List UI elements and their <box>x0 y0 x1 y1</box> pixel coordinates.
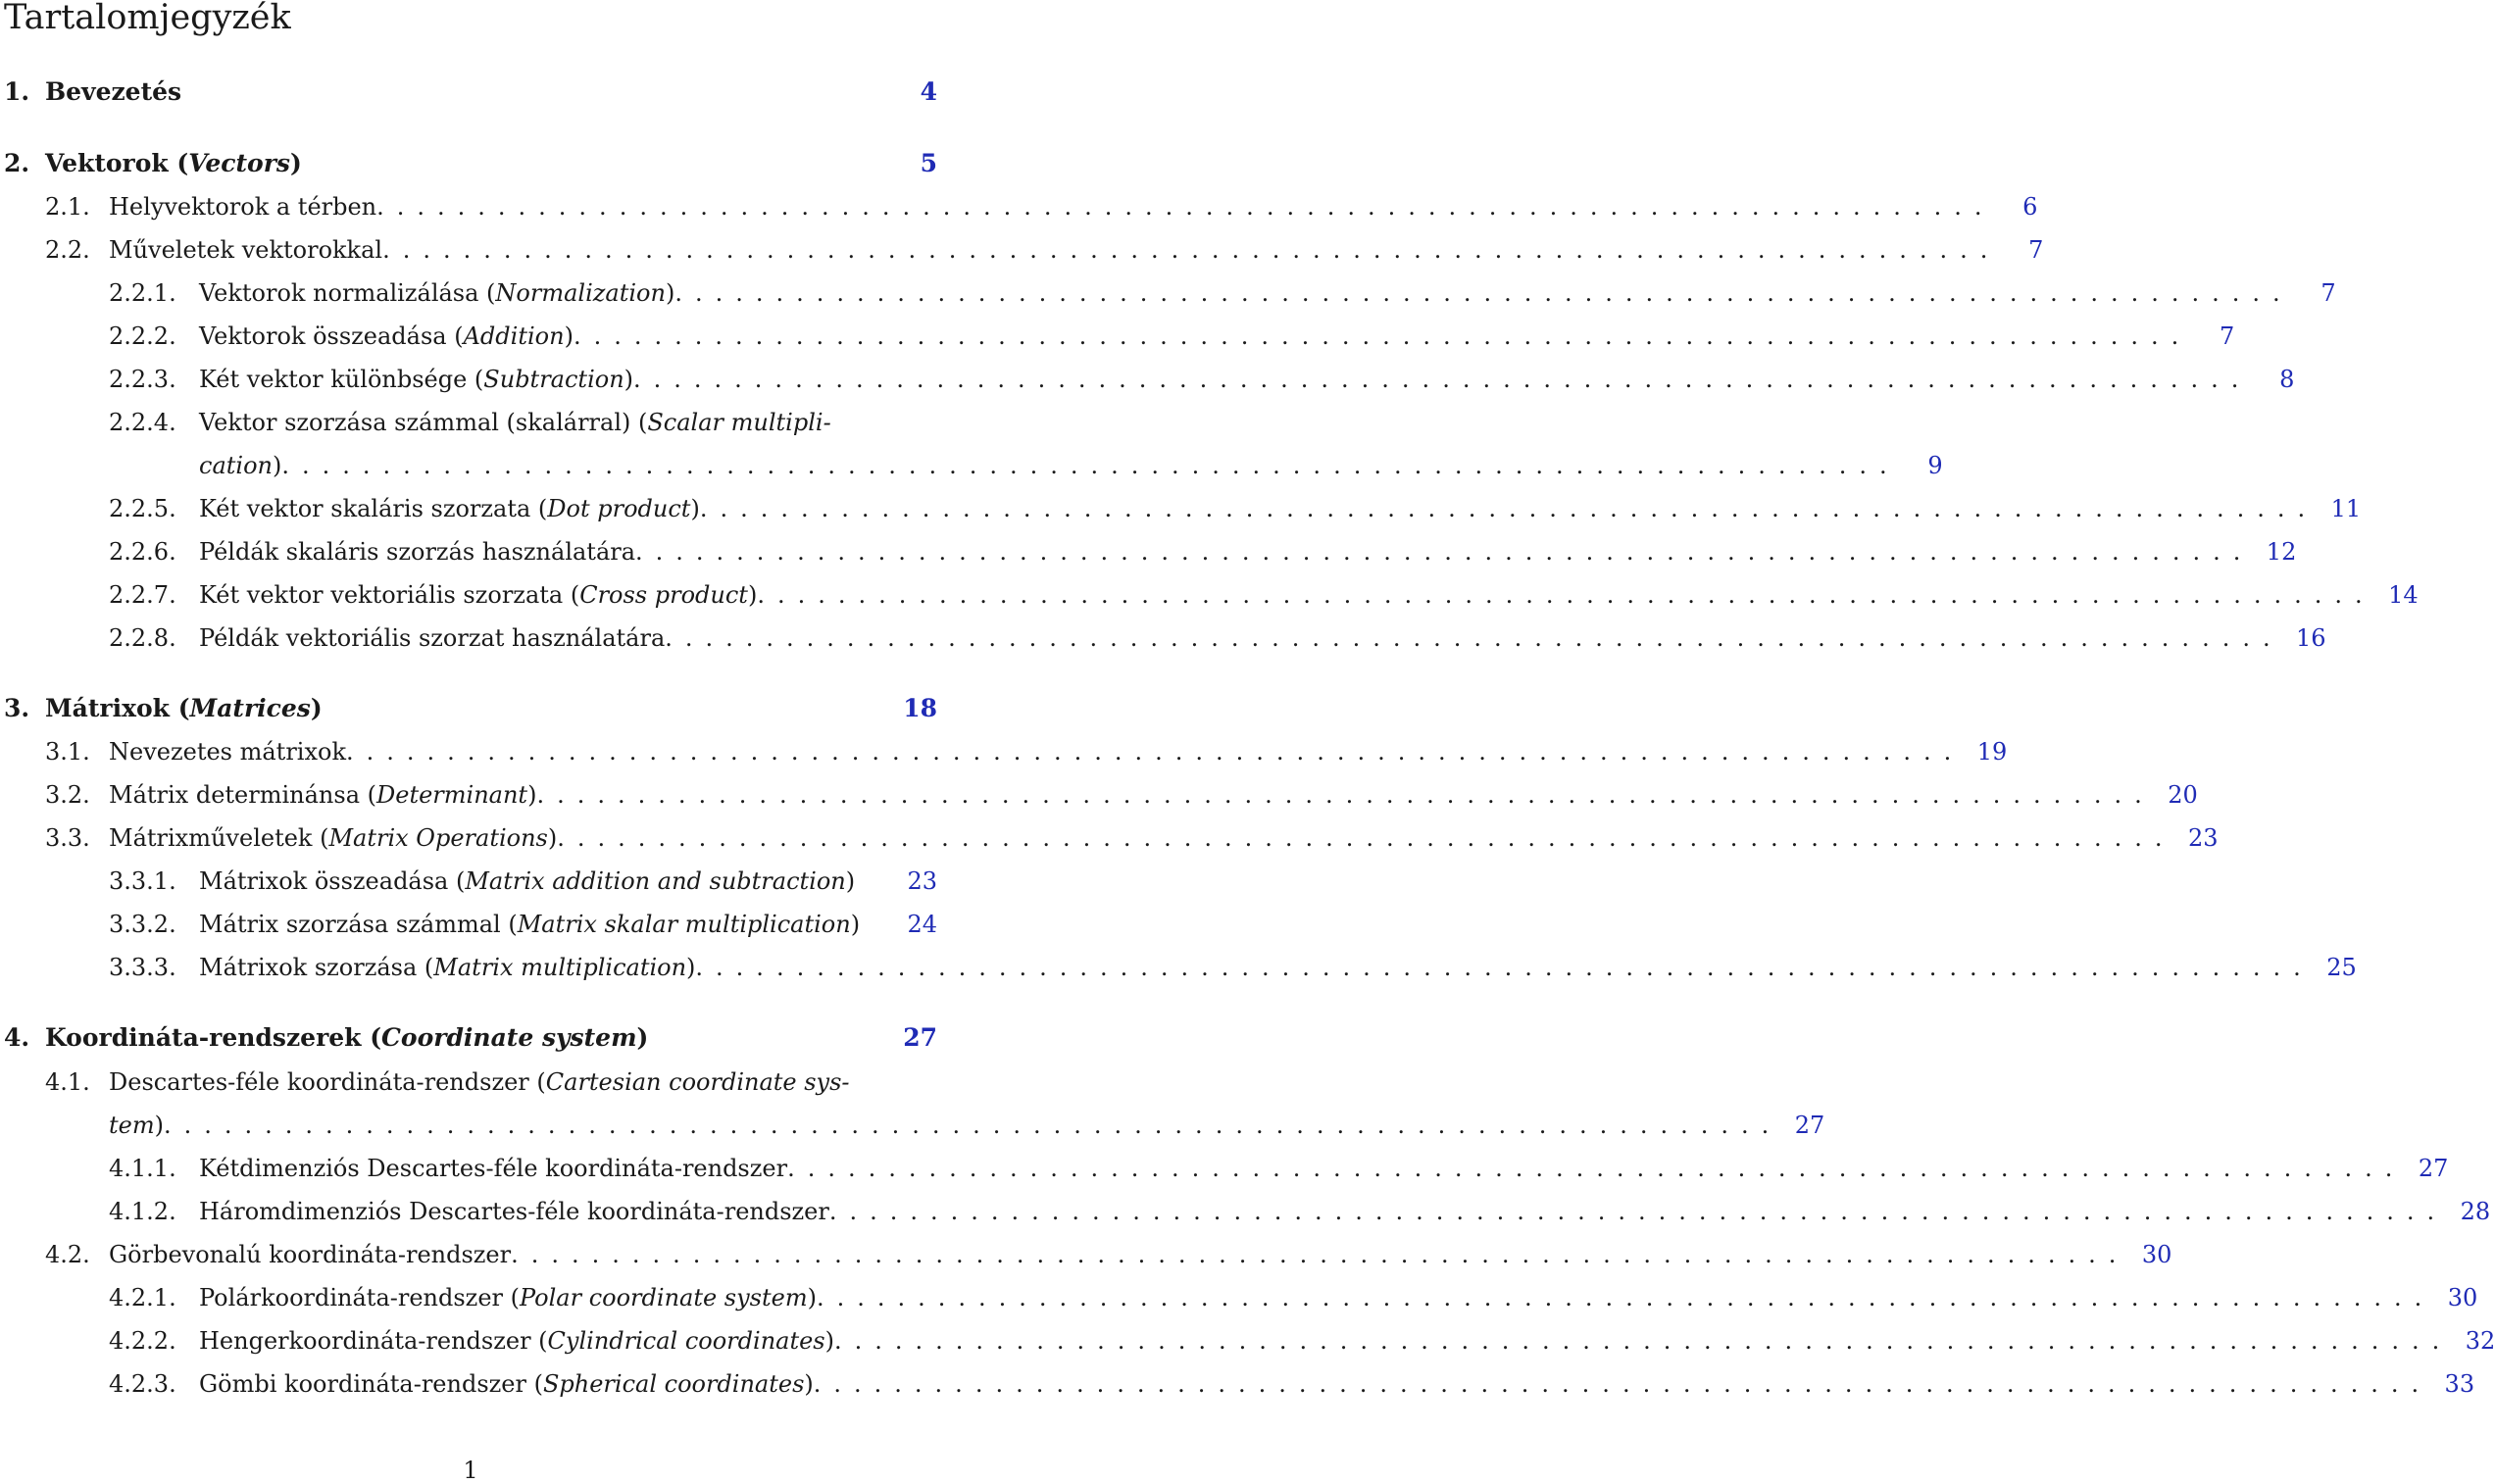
toc-subsection-entry[interactable] <box>0 321 2235 352</box>
toc-section-entry[interactable] <box>0 822 2219 854</box>
toc-subsection-entry[interactable] <box>0 866 937 897</box>
toc-entry-title <box>109 736 346 767</box>
toc-entry-number: 2.2.4. <box>109 409 176 436</box>
toc-entry-number: 2.2.7. <box>109 581 176 609</box>
toc-entry-title-suffix: ) <box>527 781 537 809</box>
toc-entry-number: 3.3.1. <box>109 867 176 895</box>
toc-page-link[interactable]: 14 <box>2388 581 2419 609</box>
toc-leader-dots: ................................................................................ <box>665 624 2283 652</box>
toc-leader-dots: ................................................................................ <box>163 1112 1782 1139</box>
toc-entry-number: 3.3. <box>45 824 90 852</box>
toc-entry-title-text: Mátrixok összeadása ( <box>199 867 466 895</box>
toc-entry-title <box>199 536 635 568</box>
toc-entry-title-text: Mátrixok ( <box>45 694 190 722</box>
toc-entry-title-suffix: ) <box>310 694 323 722</box>
toc-entry-title <box>45 1022 648 1054</box>
toc-page-link[interactable]: 9 <box>1927 452 1943 479</box>
toc-leader-dots: ................................................................................ <box>699 495 2319 522</box>
toc-entry-title <box>199 622 665 654</box>
toc-entry-number: 4.2.1. <box>109 1284 176 1311</box>
toc-page-link[interactable]: 20 <box>2168 781 2198 809</box>
toc-chapter-entry[interactable] <box>0 76 937 108</box>
toc-page-link[interactable]: 24 <box>907 911 937 938</box>
toc-entry-title-suffix: ) <box>807 1284 817 1311</box>
toc-entry-title <box>199 364 633 395</box>
toc-entry-title <box>199 952 695 983</box>
toc-leader-dots: ................................................................................ <box>557 824 2175 852</box>
toc-entry-title <box>45 693 323 724</box>
toc-entry-title-text: Descartes-féle koordináta-rendszer ( <box>109 1068 546 1096</box>
toc-subsection-entry[interactable] <box>0 1325 2495 1357</box>
toc-subsection-entry[interactable] <box>0 952 2357 983</box>
toc-entry-title-suffix: ) <box>665 279 675 307</box>
toc-subsection-entry[interactable] <box>0 450 1943 481</box>
toc-entry-title <box>199 407 831 438</box>
toc-page-link[interactable]: 16 <box>2296 624 2326 652</box>
toc-entry-number: 2.2.2. <box>109 322 176 350</box>
toc-entry-title <box>199 1325 834 1357</box>
page-number-footer: 1 <box>463 1457 478 1484</box>
toc-entry-title-italic: Cross product <box>579 581 748 609</box>
toc-page-link[interactable]: 33 <box>2444 1370 2475 1398</box>
toc-entry-title-italic: Matrices <box>189 694 311 722</box>
toc-entry-title <box>45 76 181 108</box>
toc-entry-title-text: Kétdimenziós Descartes-féle koordináta-rendszer <box>199 1155 788 1182</box>
toc-entry-number: 4.1.2. <box>109 1198 176 1225</box>
toc-subsection-entry[interactable] <box>0 1368 2475 1400</box>
toc-leader-dots: ................................................................................ <box>787 1155 2406 1182</box>
toc-entry-number: 4.2. <box>45 1241 90 1268</box>
toc-entry-title-text: Mátrix determinánsa ( <box>109 781 376 809</box>
toc-entry-title-text: Gömbi koordináta-rendszer ( <box>199 1370 543 1398</box>
toc-chapter-entry[interactable] <box>0 693 937 724</box>
toc-entry-title-suffix: ) <box>845 867 856 895</box>
toc-entry-title-text: Mátrix szorzása számmal ( <box>199 911 518 938</box>
toc-section-entry[interactable] <box>0 736 2008 767</box>
toc-page-link[interactable]: 19 <box>1976 738 2008 766</box>
toc-chapter-entry[interactable] <box>0 1022 937 1054</box>
toc-entry-title-text: Görbevonalú koordináta-rendszer <box>109 1241 512 1268</box>
toc-entry-title-italic: Subtraction <box>483 366 624 393</box>
toc-entry-number: 1. <box>4 77 30 106</box>
toc-entry-title <box>199 450 281 481</box>
toc-entry-title-text: Vektor szorzása számmal (skalárral) ( <box>199 409 648 436</box>
toc-subsection-entry[interactable] <box>0 364 2295 395</box>
toc-entry-number: 2.2.1. <box>109 279 176 307</box>
toc-entry-title-italic: Matrix Operations <box>328 824 548 852</box>
toc-subsection-entry[interactable] <box>0 1282 2478 1313</box>
toc-entry-title-suffix: ) <box>824 1327 834 1355</box>
toc-section-entry[interactable] <box>0 779 2198 811</box>
toc-entry-title <box>199 277 674 309</box>
toc-entry-title-text: Vektorok ( <box>45 149 189 177</box>
toc-subsection-entry[interactable] <box>0 622 2326 654</box>
toc-entry-title-text: Vektorok összeadása ( <box>199 322 464 350</box>
toc-entry-title-italic: Scalar multipli- <box>647 409 831 436</box>
toc-leader-dots: ................................................................................ <box>816 1284 2435 1311</box>
toc-page-link[interactable]: 32 <box>2465 1327 2495 1355</box>
toc-entry-title <box>109 1066 850 1098</box>
toc-entry-title-italic: Cartesian coordinate sys- <box>545 1068 850 1096</box>
toc-entry-title <box>199 579 757 611</box>
toc-entry-title-suffix: ) <box>690 495 700 522</box>
toc-entry-title-italic: Polar coordinate system <box>520 1284 808 1311</box>
toc-entry-number: 2.2.3. <box>109 366 176 393</box>
toc-entry-title-suffix: ) <box>154 1112 164 1139</box>
toc-entry-title-suffix: ) <box>624 366 634 393</box>
toc-entry-title-text: Két vektor különbsége ( <box>199 366 484 393</box>
toc-leader-dots: ................................................................................ <box>633 366 2252 393</box>
toc-chapter-entry[interactable] <box>0 148 937 179</box>
toc-section-entry[interactable] <box>0 1066 937 1098</box>
toc-entry-number: 3.1. <box>45 738 90 766</box>
toc-entry-title <box>109 234 382 266</box>
toc-entry-title <box>109 822 557 854</box>
toc-entry-title-suffix: ) <box>804 1370 814 1398</box>
toc-page-link[interactable]: 23 <box>2188 824 2219 852</box>
toc-entry-title-text: Példák skaláris szorzás használatára <box>199 538 636 566</box>
toc-entry-title-italic: Normalization <box>495 279 666 307</box>
toc-entry-title-suffix: ) <box>850 911 861 938</box>
toc-entry-number: 2. <box>4 149 30 177</box>
toc-entry-title <box>45 148 302 179</box>
toc-leader-dots: ................................................................................ <box>573 322 2192 350</box>
toc-leader-dots: ................................................................................ <box>346 738 1965 766</box>
toc-entry-title-italic: Addition <box>463 322 565 350</box>
toc-entry-title <box>109 1110 164 1141</box>
toc-entry-title-suffix: ) <box>272 452 282 479</box>
toc-entry-title-text: Vektorok normalizálása ( <box>199 279 496 307</box>
toc-entry-title-text: Koordináta-rendszerek ( <box>45 1023 382 1052</box>
toc-entry-title <box>109 779 536 811</box>
toc-entry-title-suffix: ) <box>547 824 558 852</box>
toc-entry-title-text: Mátrixműveletek ( <box>109 824 329 852</box>
toc-leader-dots: ................................................................................ <box>281 452 1900 479</box>
toc-entry-title <box>199 1153 787 1184</box>
toc-entry-number: 4. <box>4 1023 30 1052</box>
toc-entry-title-text: Két vektor vektoriális szorzata ( <box>199 581 580 609</box>
toc-entry-title-italic: Matrix multiplication <box>433 954 687 981</box>
toc-entry-title <box>199 1282 817 1313</box>
toc-entry-title-italic: cation <box>199 452 273 479</box>
toc-entry-title-suffix: ) <box>747 581 758 609</box>
toc-entry-number: 2.1. <box>45 193 90 221</box>
toc-leader-dots: ................................................................................ <box>635 538 2254 566</box>
toc-entry-title-text: Nevezetes mátrixok <box>109 738 346 766</box>
toc-subsection-entry[interactable] <box>0 277 2336 309</box>
toc-entry-title <box>199 1196 829 1227</box>
toc-entry-title-suffix: ) <box>686 954 696 981</box>
toc-entry-title <box>199 866 855 897</box>
toc-page-link[interactable]: 28 <box>2460 1198 2491 1225</box>
toc-entry-number: 3.3.3. <box>109 954 176 981</box>
toc-page-link[interactable]: 30 <box>2141 1241 2172 1268</box>
toc-entry-title-text: Mátrixok szorzása ( <box>199 954 434 981</box>
toc-page-link[interactable]: 4 <box>920 77 937 106</box>
toc-entry-title-italic: Matrix skalar multiplication <box>517 911 851 938</box>
toc-entry-title-suffix: ) <box>564 322 574 350</box>
toc-page-link[interactable]: 27 <box>1794 1112 1825 1139</box>
toc-entry-title-italic: Determinant <box>376 781 528 809</box>
toc-entry-title-italic: Spherical coordinates <box>542 1370 805 1398</box>
toc-subsection-entry[interactable] <box>0 407 937 438</box>
toc-entry-number: 2.2.8. <box>109 624 176 652</box>
toc-entry-title <box>109 1239 511 1270</box>
toc-entry-title-text: Bevezetés <box>45 77 182 106</box>
toc-page-link[interactable]: 30 <box>2447 1284 2478 1311</box>
toc-entry-title-italic: Matrix addition and subtraction <box>465 867 846 895</box>
toc-page-link[interactable]: 7 <box>2219 322 2235 350</box>
toc-entry-title-text: Példák vektoriális szorzat használatára <box>199 624 666 652</box>
toc-entry-title-text: Polárkoordináta-rendszer ( <box>199 1284 520 1311</box>
toc-leader-dots: ................................................................................ <box>813 1370 2432 1398</box>
toc-page-link[interactable]: 25 <box>2326 954 2357 981</box>
toc-entry-number: 4.1. <box>45 1068 90 1096</box>
toc-entry-title-text: Két vektor skaláris szorzata ( <box>199 495 548 522</box>
toc-entry-title-text: Hengerkoordináta-rendszer ( <box>199 1327 548 1355</box>
toc-entry-number: 4.1.1. <box>109 1155 176 1182</box>
toc-leader-dots: ................................................................................ <box>757 581 2375 609</box>
toc-entry-title <box>199 909 860 940</box>
toc-entry-title <box>199 1368 814 1400</box>
toc-entry-title <box>199 493 700 524</box>
toc-entry-number: 2.2.5. <box>109 495 176 522</box>
toc-entry-number: 2.2. <box>45 236 90 264</box>
toc-leader-dots: ................................................................................ <box>376 193 1995 221</box>
toc-leader-dots: ................................................................................ <box>828 1198 2448 1225</box>
toc-page-link[interactable]: 23 <box>907 867 937 895</box>
toc-page-link[interactable]: 6 <box>2022 193 2038 221</box>
toc-subsection-entry[interactable] <box>0 579 2419 611</box>
toc-entry-number: 2.2.6. <box>109 538 176 566</box>
toc-page-link[interactable]: 11 <box>2330 495 2362 522</box>
toc-page-link[interactable]: 7 <box>2028 236 2044 264</box>
toc-entry-number: 4.2.3. <box>109 1370 176 1398</box>
toc-entry-title-italic: Dot product <box>547 495 691 522</box>
toc-entry-title-italic: Vectors <box>188 149 290 177</box>
toc-leader-dots: ................................................................................ <box>695 954 2314 981</box>
toc-section-entry[interactable] <box>0 1110 1825 1141</box>
toc-entry-title-text: Műveletek vektorokkal <box>109 236 383 264</box>
toc-page-link[interactable]: 7 <box>2320 279 2336 307</box>
toc-entry-number: 3.2. <box>45 781 90 809</box>
page-title: Tartalomjegyzék <box>4 0 291 37</box>
toc-page-link[interactable]: 8 <box>2279 366 2295 393</box>
toc-section-entry[interactable] <box>0 234 2044 266</box>
toc-entry-title <box>109 191 376 223</box>
toc-page-link[interactable]: 5 <box>920 149 937 177</box>
toc-leader-dots: ................................................................................ <box>511 1241 2129 1268</box>
toc-entry-number: 4.2.2. <box>109 1327 176 1355</box>
toc-leader-dots: ................................................................................ <box>834 1327 2453 1355</box>
toc-page-link[interactable]: 27 <box>903 1023 937 1052</box>
toc-entry-title-text: Háromdimenziós Descartes-féle koordináta-rendszer <box>199 1198 829 1225</box>
toc-entry-title-italic: tem <box>109 1112 155 1139</box>
toc-subsection-entry[interactable] <box>0 493 2362 524</box>
toc-entry-title <box>199 321 574 352</box>
toc-entry-title-suffix: ) <box>636 1023 649 1052</box>
toc-entry-title-suffix: ) <box>289 149 302 177</box>
toc-page-link[interactable]: 27 <box>2418 1155 2449 1182</box>
toc-subsection-entry[interactable] <box>0 909 937 940</box>
toc-entry-title-italic: Cylindrical coordinates <box>547 1327 825 1355</box>
toc-section-entry[interactable] <box>0 1239 2172 1270</box>
toc-subsection-entry[interactable] <box>0 536 2297 568</box>
toc-entry-title-text: Helyvektorok a térben <box>109 193 377 221</box>
toc-section-entry[interactable] <box>0 191 2038 223</box>
toc-page-link[interactable]: 12 <box>2266 538 2297 566</box>
toc-entry-number: 3.3.2. <box>109 911 176 938</box>
toc-page-link[interactable]: 18 <box>903 694 937 722</box>
toc-subsection-entry[interactable] <box>0 1153 2449 1184</box>
toc-entry-number: 3. <box>4 694 30 722</box>
toc-leader-dots: ................................................................................ <box>536 781 2155 809</box>
toc-leader-dots: ................................................................................ <box>674 279 2293 307</box>
toc-entry-title-italic: Coordinate system <box>381 1023 637 1052</box>
toc-leader-dots: ................................................................................ <box>382 236 2001 264</box>
toc-subsection-entry[interactable] <box>0 1196 2491 1227</box>
